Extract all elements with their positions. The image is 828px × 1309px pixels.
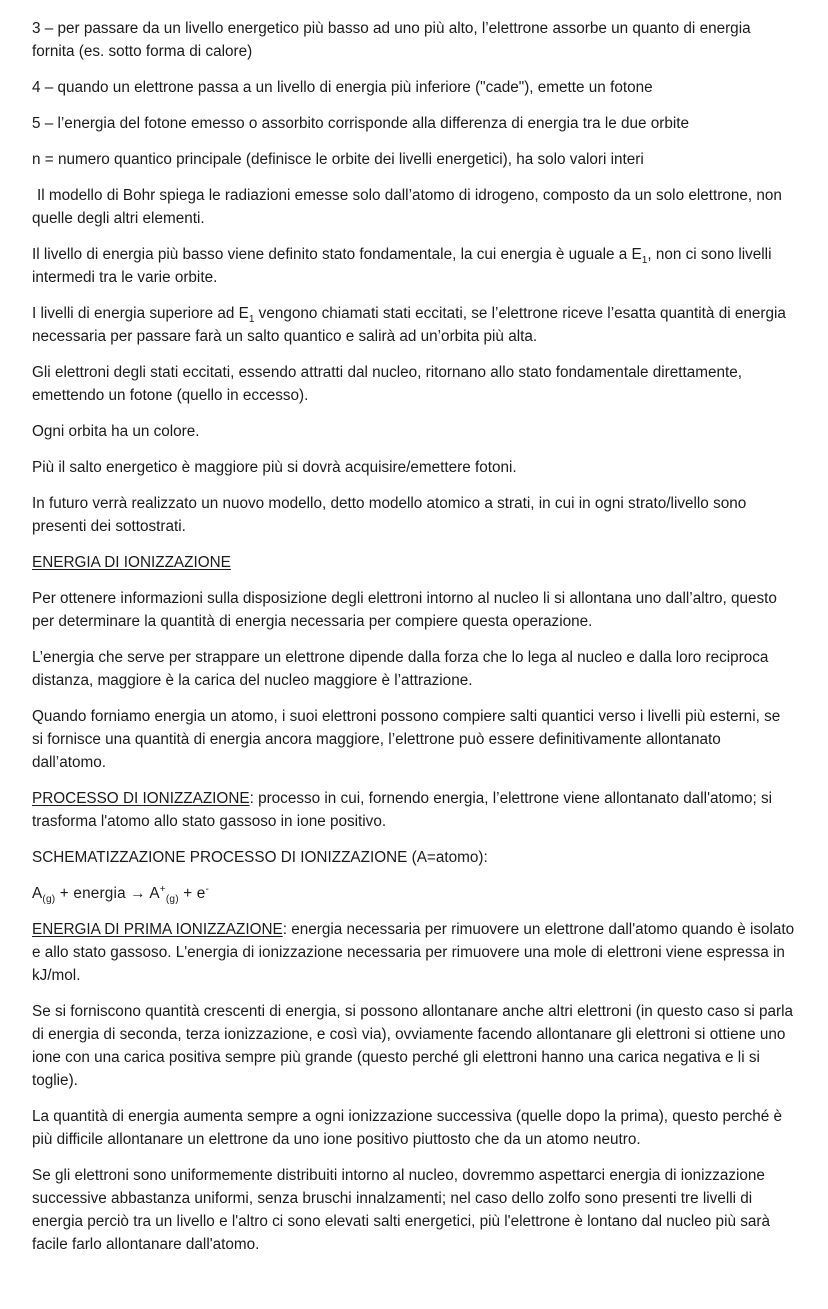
note-return-ground-state: Gli elettroni degli stati eccitati, essendo attratti dal nucleo, ritornano allo stato fondamentale direttamente, emettendo un fotone (quello in eccesso). (32, 364, 743, 404)
ground-state-text-end: , non ci sono livelli intermedi tra le varie orbite. (32, 246, 772, 286)
ground-state-text: Il livello di energia più basso viene definito stato fondamentale, la cui energia è uguale a E (32, 246, 642, 263)
note-energy-jump: Più il salto energetico è maggiore più si dovrà acquisire/emettere fotoni. (32, 459, 517, 476)
definition-term: ENERGIA DI PRIMA IONIZZAZIONE (32, 921, 283, 938)
formula-electron: + e (178, 885, 206, 902)
note-bohr-limitation: Il modello di Bohr spiega le radiazioni emesse solo dall’atomo di idrogeno, composto da un solo elettrone, non quelle degli altri elementi. (32, 187, 782, 227)
definition-term: PROCESSO DI IONIZZAZIONE (32, 790, 250, 807)
definition-body: : energia necessaria per rimuovere un elettrone dall'atomo quando è isolato e allo stato gassoso. L'energia di ionizzazione necessaria per rimuovere una mole di elettroni viene espressa in kJ/mol. (32, 921, 795, 984)
definition-body: : processo in cui, fornendo energia, l’elettrone viene allontanato dall'atomo; si trasforma l'atomo allo stato gassoso in ione positivo. (32, 790, 773, 830)
formula-atom: A (32, 885, 43, 902)
schema-label: SCHEMATIZZAZIONE PROCESSO DI IONIZZAZIONE (A=atomo): (32, 849, 488, 866)
note-electron-disposition: Per ottenere informazioni sulla disposizione degli elettroni intorno al nucleo li si allontana uno dall’altro, questo per determinare la quantità di energia necessaria per compiere questa operazione. (32, 590, 777, 630)
definition-processo-di-ionizzazione (32, 787, 795, 833)
note-orbit-color: Ogni orbita ha un colore. (32, 423, 200, 440)
note-item-4: 4 – quando un elettrone passa a un livello di energia più inferiore ("cade"), emette un fotone (32, 79, 653, 96)
note-quantum-number: n = numero quantico principale (definisce le orbite dei livelli energetici), ha solo valori interi (32, 151, 644, 168)
note-item-5: 5 – l’energia del fotone emesso o assorbito corrisponde alla differenza di energia tra le due orbite (32, 115, 690, 132)
note-supply-energy: Quando forniamo energia un atomo, i suoi elettroni possono compiere salti quantici verso i livelli più esterni, se si fornisce una quantità di energia ancora maggiore, l’elettrone può essere definitivamente allontanato dall’atomo. (32, 708, 781, 771)
note-successive-ionizations: Se si forniscono quantità crescenti di energia, si possono allontanare anche altri elettroni (in questo caso si parla di energia di seconda, terza ionizzazione, e così via), ovviamente facendo allontanare gli elettroni si ottiene uno ione con una carica positiva sempre più grande (questo perché gli elettroni hanno una carica negativa e li si toglie). (32, 1003, 794, 1089)
ionization-formula (32, 882, 795, 905)
definition-energia-di-prima-ionizzazione (32, 918, 795, 987)
formula-atom-state-subscript: (g) (42, 894, 56, 906)
note-excited-states (32, 302, 795, 348)
note-ground-state (32, 243, 795, 289)
heading-underlined-text: ENERGIA DI IONIZZAZIONE (32, 554, 231, 571)
e1-subscript: 1 (248, 314, 255, 326)
excited-states-text-end: vengono chiamati stati eccitati, se l’elettrone riceve l’esatta quantità di energia necessaria per passare farà un salto quantico e salirà ad un’orbita più alta. (32, 305, 786, 345)
note-energy-increase: La quantità di energia aumenta sempre a ogni ionizzazione successiva (quelle dopo la prima), questo perché è più difficile allontanare un elettrone da uno ione positivo piuttosto che da un atomo neutro. (32, 1108, 783, 1148)
note-uniform-distribution: Se gli elettroni sono uniformemente distribuiti intorno al nucleo, dovremmo aspettarci energia di ionizzazione successive abbastanza uniformi, senza bruschi innalzamenti; nel caso dello zolfo sono presenti tre livelli di energia perciò tra un livello e l'altro ci sono elevati salti energetici, più l'elettrone è lontano dal nucleo più sarà facile farlo allontanare dall'atomo. (32, 1167, 770, 1253)
note-item-3: 3 – per passare da un livello energetico più basso ad uno più alto, l’elettrone assorbe un quanto di energia fornita (es. sotto forma di calore) (32, 20, 751, 60)
formula-electron-charge-superscript: - (205, 883, 210, 895)
formula-middle: + energia → A (55, 885, 160, 902)
excited-states-text: I livelli di energia superiore ad E (32, 305, 249, 322)
note-strip-electron: L’energia che serve per strappare un elettrone dipende dalla forza che lo lega al nucleo e dalla loro reciproca distanza, maggiore è la carica del nucleo maggiore è l’attrazione. (32, 649, 769, 689)
formula-cation-state-subscript: (g) (165, 894, 179, 906)
e1-subscript: 1 (641, 255, 648, 267)
heading-energia-di-ionizzazione (32, 551, 795, 574)
note-future-model: In futuro verrà realizzato un nuovo modello, detto modello atomico a strati, in cui in ogni strato/livello sono presenti dei sottostrati. (32, 495, 747, 535)
formula-cation-charge-superscript: + (159, 883, 166, 895)
